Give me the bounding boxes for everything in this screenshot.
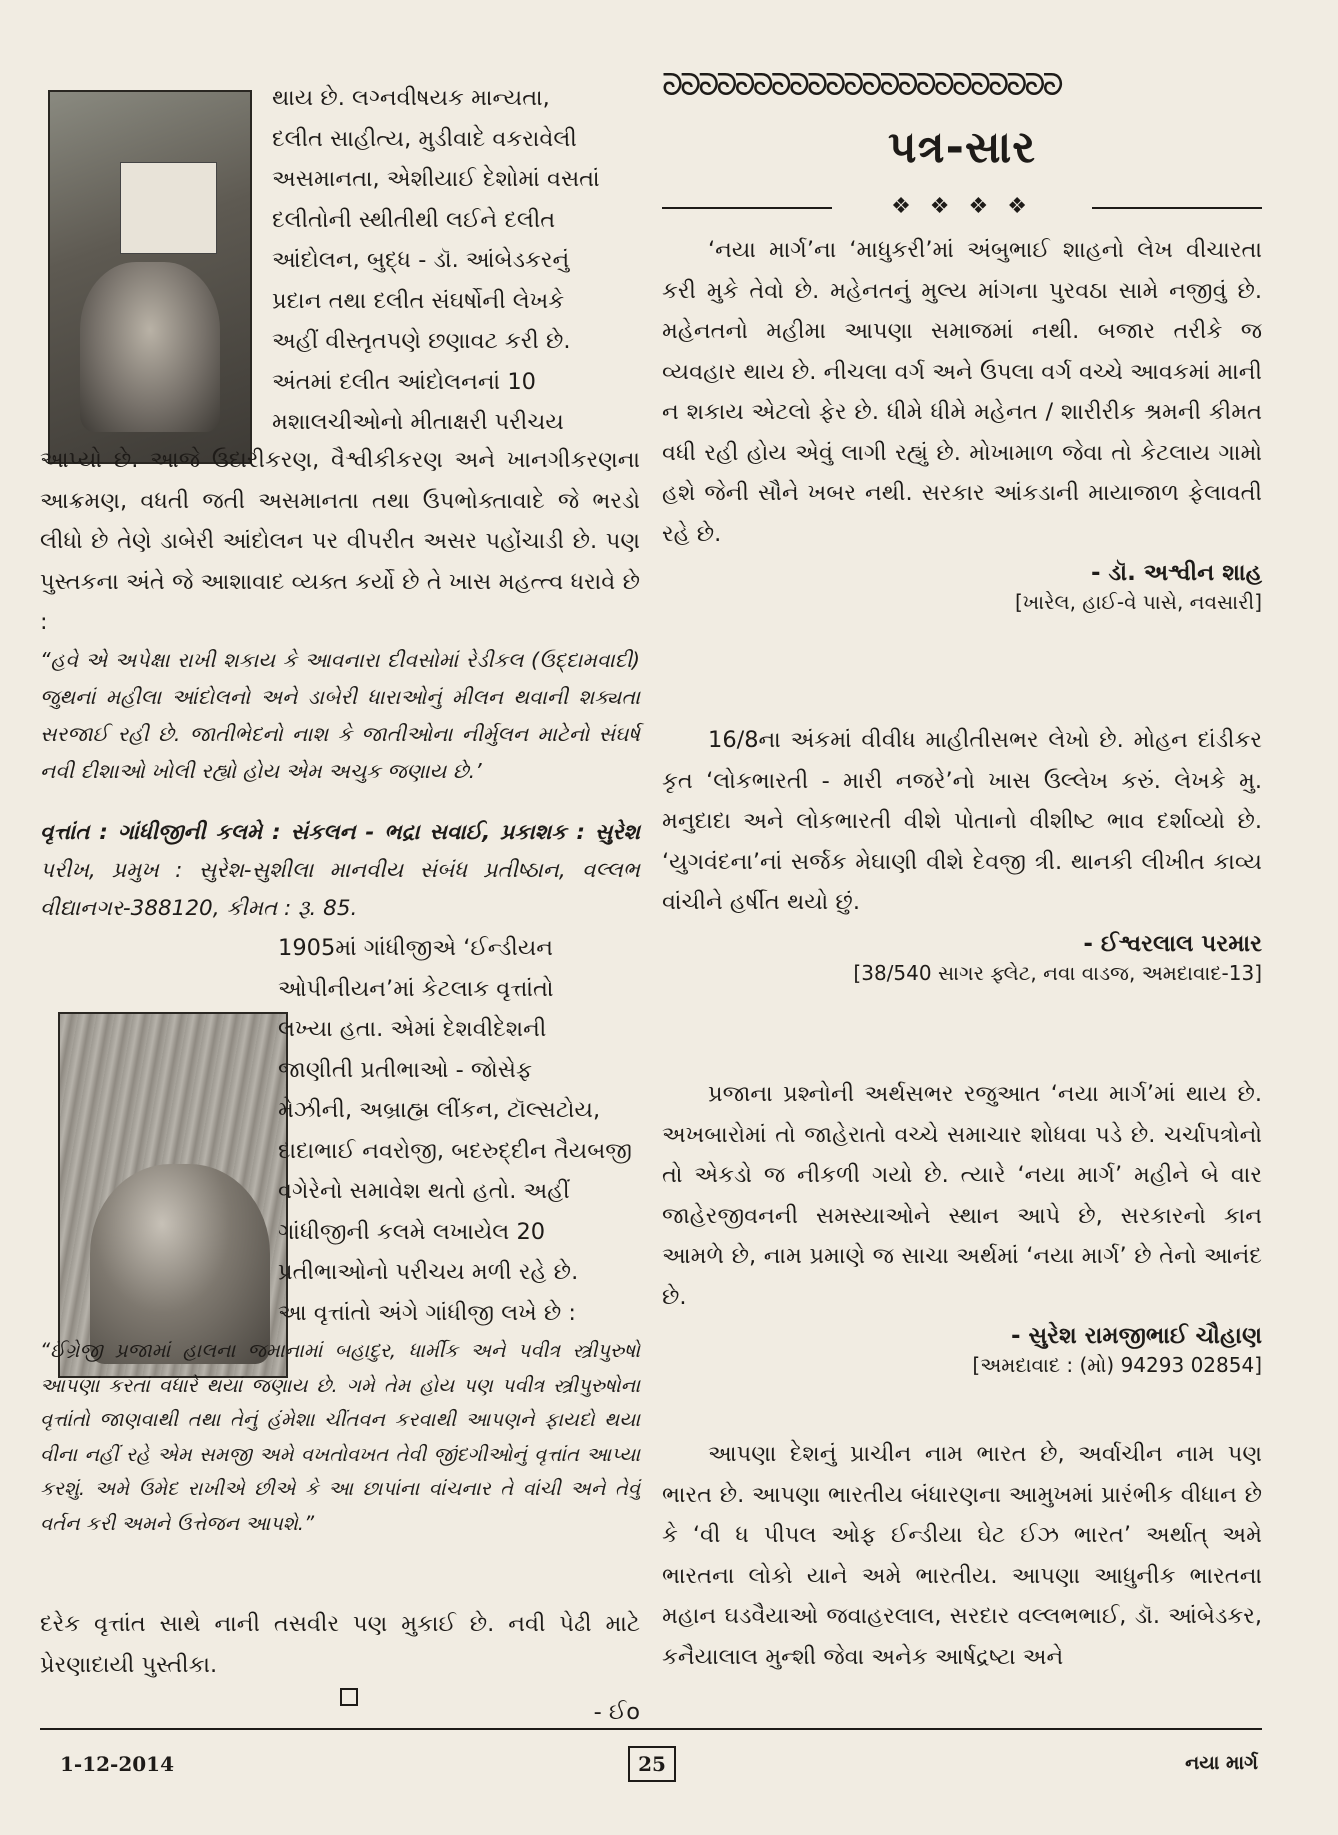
review-line: મેઝીની, અબ્રાહ્મ લીંકન, ટૉલ્સટોય, [278, 1097, 601, 1123]
review-line: અસમાનતા, એશીયાઈ દેશોમાં વસતાં [272, 166, 600, 192]
ornament-border: ᘐᘐᘐᘐᘐᘐᘐᘐᘐᘐᘐᘐᘐᘐᘐᘐᘐᘐᘐᘐᘐᘐ [662, 72, 1061, 100]
review-line: વગેરેનો સમાવેશ થતો હતો. અહીં [278, 1178, 570, 1204]
book-cover-label [120, 162, 217, 254]
rule-left [662, 207, 832, 209]
review-quote-1: “હવે એ અપેક્ષા રાખી શકાય કે આવનારા દીવસોમાં રેડીકલ (ઉદ્દામવાદી) જુથનાં મહીલા આંદોલનો અને ડાબેરી ધારાઓનું મીલન થવાની શક્યતા સરજાઈ રહી છે. જાતીભેદનો નાશ કે જાતીઓના નીર્મુલન માટેનો સંઘર્ષ નવી દીશાઓ ખોલી રહ્યો હોય એમ અચુક જણાય છે.’ [40, 648, 640, 783]
book-heading-bold: વૃત્તાંત : ગાંધીજીની કલમે : સંકલન - ભદ્રા સવાઈ, પ્રકાશક : સુરેશ [40, 820, 640, 845]
review-line: પ્રતીભાઓનો પરીચય મળી રહે છે. [278, 1259, 579, 1285]
letter-body: પ્રજાના પ્રશ્નોની અર્થસભર રજુઆત ‘નયા માર્ગ’માં થાય છે. અખબારોમાં તો જાહેરાતો વચ્ચે સમાચાર શોધવા પડે છે. ચર્ચાપત્રોનો તો એકડો જ નીકળી ગયો છે. ત્યારે ‘નયા માર્ગ’ મહીને બે વાર જાહેરજીવનની સમસ્યાઓને સ્થાન આપે છે, સરકારનો કાન આમળે છે, નામ પ્રમાણે જ સાચા અર્થમાં ‘નયા માર્ગ’ છે તેનો આનંદ છે. [662, 1081, 1262, 1310]
letter-address: [ખારેલ, હાઈ-વે પાસે, નવસારી] [1014, 590, 1262, 614]
ornament-rule [662, 194, 1262, 219]
page-number: 25 [628, 1746, 676, 1782]
review-line: થાય છે. લગ્નવીષયક માન્યતા, [272, 85, 550, 111]
end-marker-box [340, 1688, 358, 1706]
review-para-beside-cover [272, 78, 644, 443]
letter-4 [662, 1434, 1262, 1677]
letter-body: 16/8ના અંકમાં વીવીધ માહીતીસભર લેખો છે. મોહન દાંડીકર કૃત ‘લોકભારતી - મારી નજરે’નો ખાસ ઉલ્લેખ કરું. લેખકે મુ. મનુદાદા અને લોકભારતી વીશે પોતાનો વીશીષ્ટ ભાવ દર્શાવ્યો છે. ‘યુગવંદના’નાં સર્જક મેઘાણી વીશે દેવજી ત્રી. થાનકી લીખીત કાવ્ય વાંચીને હર્ષીત થયો છું. [662, 727, 1262, 915]
section-title: પત્ર-સાર [887, 122, 1037, 173]
review-quote-2: “ઈંગ્રેજી પ્રજામાં હાલના જમાનામાં બહાદુર, ધાર્મીક અને પવીત્ર સ્ત્રીપુરુષો આપણાં કરતાં વધારે થયાં જણાય છે. ગમે તેમ હોય પણ પવીત્ર સ્ત્રીપુરુષોના વૃત્તાંતો જાણવાથી તથા તેનું હંમેશા ચીંતવન કરવાથી આપણને ફાયદો થયા વીના નહીં રહે એમ સમજી અમે વખતોવખત તેવી જીંદગીઓનું વૃત્તાંત આપ્યા કરશું. અમે ઉમેદ રાખીએ છીએ કે આ છાપાંના વાંચનાર તે વાંચી અને તેવું વર્તન કરી અમને ઉત્તેજન આપશે.” [40, 1339, 640, 1535]
footer-date: 1-12-2014 [60, 1752, 175, 1776]
review-line: આંદોલન, બુદ્ધ - ડૉ. આંબેડકરનું [272, 247, 570, 273]
review-line: ગાંધીજીની કલમે લખાયેલ 20 [278, 1218, 546, 1245]
letter-author: - ઈશ્વરલાલ પરમાર [1083, 930, 1262, 957]
book-cover-figure [80, 262, 220, 432]
book-cover-title-strip [70, 1044, 260, 1070]
letter-author: - ડૉ. અશ્વીન શાહ [1091, 560, 1262, 586]
letter-body: ‘નયા માર્ગ’ના ‘માધુકરી’માં અંબુભાઈ શાહનો લેખ વીચારતા કરી મુકે તેવો છે. મહેનતનું મુલ્ય માંગના પુરવઠા સામે નજીવું છે. મહેનતનો મહીમા આપણા સમાજમાં નથી. બજાર તરીકે જ વ્યવહાર થાય છે. નીચલા વર્ગ અને ઉપલા વર્ગ વચ્ચે આવકમાં માની ન શકાય એટલો ફેર છે. ધીમે ધીમે મહેનત / શારીરીક શ્રમની કીમત વધી રહી હોય એવું લાગી રહ્યું છે. મોખામાળ જેવા તો કેટલાય ગામો હશે જેની સૌને ખબર નથી. સરકાર આંકડાની માયાજાળ ફેલાવતી રહે છે. [662, 237, 1262, 547]
letter-3 [662, 1074, 1262, 1377]
letter-2 [662, 720, 1262, 985]
review-line: અહીં વીસ્તૃતપણે છણાવટ કરી છે. [272, 328, 571, 354]
letter-address: [38/540 સાગર ફ્લેટ, નવા વાડજ, અમદાવાદ-13] [853, 960, 1262, 985]
review-line: દાદાભાઈ નવરોજી, બદરુદ્દીન તૈયબજી [278, 1137, 632, 1164]
book-cover-gandhi [58, 1012, 288, 1378]
footer-magazine-name: નયા માર્ગ [1185, 1752, 1258, 1774]
rule-right [1092, 207, 1262, 209]
review-line: દલીત સાહીત્ય, મુડીવાદે વકરાવેલી [272, 125, 577, 152]
review-para-full: આપ્યો છે. આજે ઉદારીકરણ, વૈશ્વીકીકરણ અને ખાનગીકરણના આક્રમણ, વધતી જતી અસમાનતા તથા ઉપભોક્તાવાદે જે ભરડો લીધો છે તેણે ડાબેરી આંદોલન પર વીપરીત અસર પહોંચાડી છે. પણ પુસ્તકના અંતે જે આશાવાદ વ્યક્ત કર્યો છે તે ખાસ મહત્ત્વ ધરાવે છે : [40, 447, 640, 635]
review-line: અંતમાં દલીત આંદોલનનાં 10 [272, 368, 536, 395]
letter-body: આપણા દેશનું પ્રાચીન નામ ભારત છે, અર્વાચીન નામ પણ ભારત છે. આપણા ભારતીય બંધારણના આમુખમાં પ્રારંભીક વીધાન છે કે ‘વી ધ પીપલ ઓફ ઈન્ડીયા ઘેટ ઈઝ ભારત’ અર્થાત્ અમે ભારતના લોકો યાને અમે ભારતીય. આપણા આધુનીક ભારતના મહાન ઘડવૈયાઓ જવાહરલાલ, સરદાર વલ્લભભાઈ, ડૉ. આંબેડકર, કનૈયાલાલ મુન્શી જેવા અનેક આર્ષદ્રષ્ટા અને [662, 1441, 1262, 1670]
review-line: લખ્યા હતા. એમાં દેશવીદેશની [278, 1016, 547, 1042]
letter-author: - સુરેશ રામજીભાઈ ચૌહાણ [1010, 1323, 1262, 1349]
review-line: આ વૃત્તાંતો અંગે ગાંધીજી લખે છે : [278, 1299, 576, 1326]
review-para-closing: દરેક વૃત્તાંત સાથે નાની તસવીર પણ મુકાઈ છે. નવી પેઢી માટે પ્રેરણાદાયી પુસ્તીકા. [40, 1611, 640, 1678]
review-line: ઓપીનીયન’માં કેટલાક વૃત્તાંતો [278, 975, 554, 1002]
letter-address: [અમદાવાદ : (મો) 94293 02854] [972, 1353, 1262, 1377]
book-heading-rest: પરીખ, પ્રમુખ : સુરેશ-સુશીલા માનવીય સંબંધ પ્રતીષ્ઠાન, વલ્લભ વીદ્યાનગર-388120, કીમત : રૂ. 85. [40, 858, 640, 921]
flourish: ❖ ❖ ❖ ❖ [891, 194, 1033, 219]
review-line: મશાલચીઓનો મીતાક્ષરી પરીચય [272, 409, 564, 435]
review-line: દલીતોની સ્થીતીથી લઈને દલીત [272, 206, 556, 233]
book-cover-dalit [48, 90, 252, 464]
review-line: 1905માં ગાંધીજીએ ‘ઈન્ડીયન [278, 935, 554, 961]
letter-1 [662, 230, 1262, 614]
review-line: પ્રદાન તથા દલીત સંઘર્ષોની લેખકે [272, 287, 565, 314]
footer-rule [40, 1728, 1262, 1730]
review-signoff: - ઈo [593, 1699, 640, 1725]
book-heading [40, 814, 640, 928]
review-para-beside-cover-2 [278, 928, 642, 1333]
review-line: જાણીતી પ્રતીભાઓ - જોસેફ [278, 1056, 533, 1083]
